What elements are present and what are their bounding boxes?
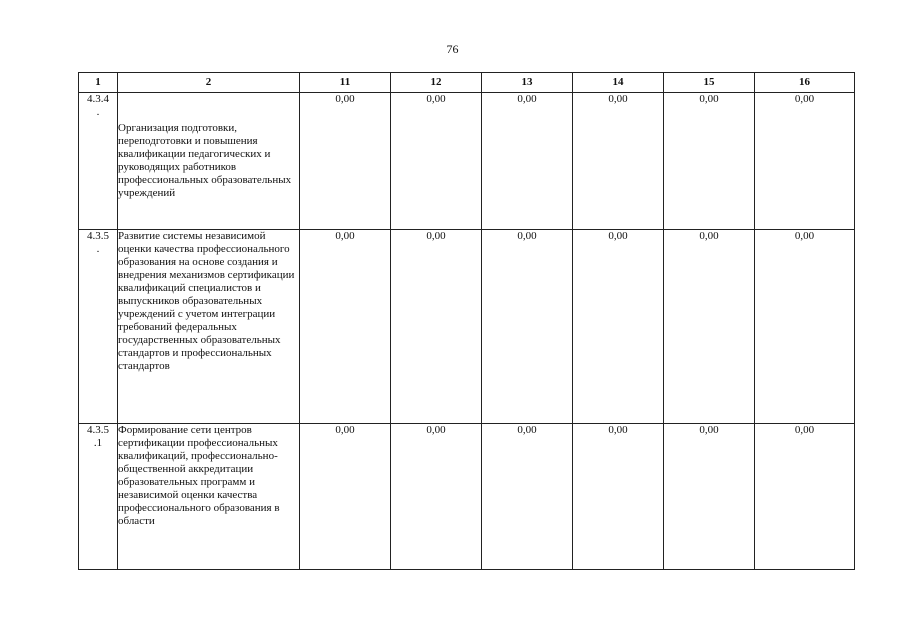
column-header-12: 12 xyxy=(391,73,482,93)
row-description: Организация подготовки, переподготовки и повышения квалификации педагогических и руководящих работников профессиональных образовательных учреждений xyxy=(118,93,300,230)
value-cell: 0,00 xyxy=(300,93,391,230)
row-code xyxy=(79,230,118,424)
value-cell: 0,00 xyxy=(482,93,573,230)
page-number: 76 xyxy=(446,42,459,56)
budget-table xyxy=(78,72,855,570)
value-cell: 0,00 xyxy=(664,424,755,570)
column-header-1: 1 xyxy=(79,73,118,93)
value-cell: 0,00 xyxy=(664,230,755,424)
row-code-text: 4.3.4 . xyxy=(87,93,109,118)
row-code-text: 4.3.5 . xyxy=(87,230,109,255)
value-cell: 0,00 xyxy=(391,230,482,424)
column-header-13: 13 xyxy=(482,73,573,93)
table-row xyxy=(79,424,855,570)
value-cell: 0,00 xyxy=(300,230,391,424)
row-code-text: 4.3.5 .1 xyxy=(87,424,109,449)
column-header-2: 2 xyxy=(118,73,300,93)
table-row xyxy=(79,93,855,230)
value-cell: 0,00 xyxy=(573,424,664,570)
value-cell: 0,00 xyxy=(391,93,482,230)
value-cell: 0,00 xyxy=(755,424,855,570)
value-cell: 0,00 xyxy=(755,230,855,424)
value-cell: 0,00 xyxy=(482,424,573,570)
value-cell: 0,00 xyxy=(573,230,664,424)
table-row xyxy=(79,230,855,424)
row-code xyxy=(79,93,118,230)
value-cell: 0,00 xyxy=(300,424,391,570)
header-row xyxy=(79,73,855,93)
value-cell: 0,00 xyxy=(482,230,573,424)
column-header-11: 11 xyxy=(300,73,391,93)
value-cell: 0,00 xyxy=(391,424,482,570)
value-cell: 0,00 xyxy=(573,93,664,230)
column-header-15: 15 xyxy=(664,73,755,93)
value-cell: 0,00 xyxy=(664,93,755,230)
row-code xyxy=(79,424,118,570)
column-header-16: 16 xyxy=(755,73,855,93)
column-header-14: 14 xyxy=(573,73,664,93)
value-cell: 0,00 xyxy=(755,93,855,230)
row-description: Формирование сети центров сертификации профессиональных квалификаций, профессионально-общественной аккредитации образовательных программ и независимой оценки качества профессионального образования в области xyxy=(118,424,300,570)
row-description: Развитие системы независимой оценки качества профессионального образования на основе создания и внедрения механизмов сертификации квалификаций специалистов и выпускников образовательных учреждений с учетом интеграции требований федеральных государственных образовательных стандартов и профессиональных стандартов xyxy=(118,230,300,424)
